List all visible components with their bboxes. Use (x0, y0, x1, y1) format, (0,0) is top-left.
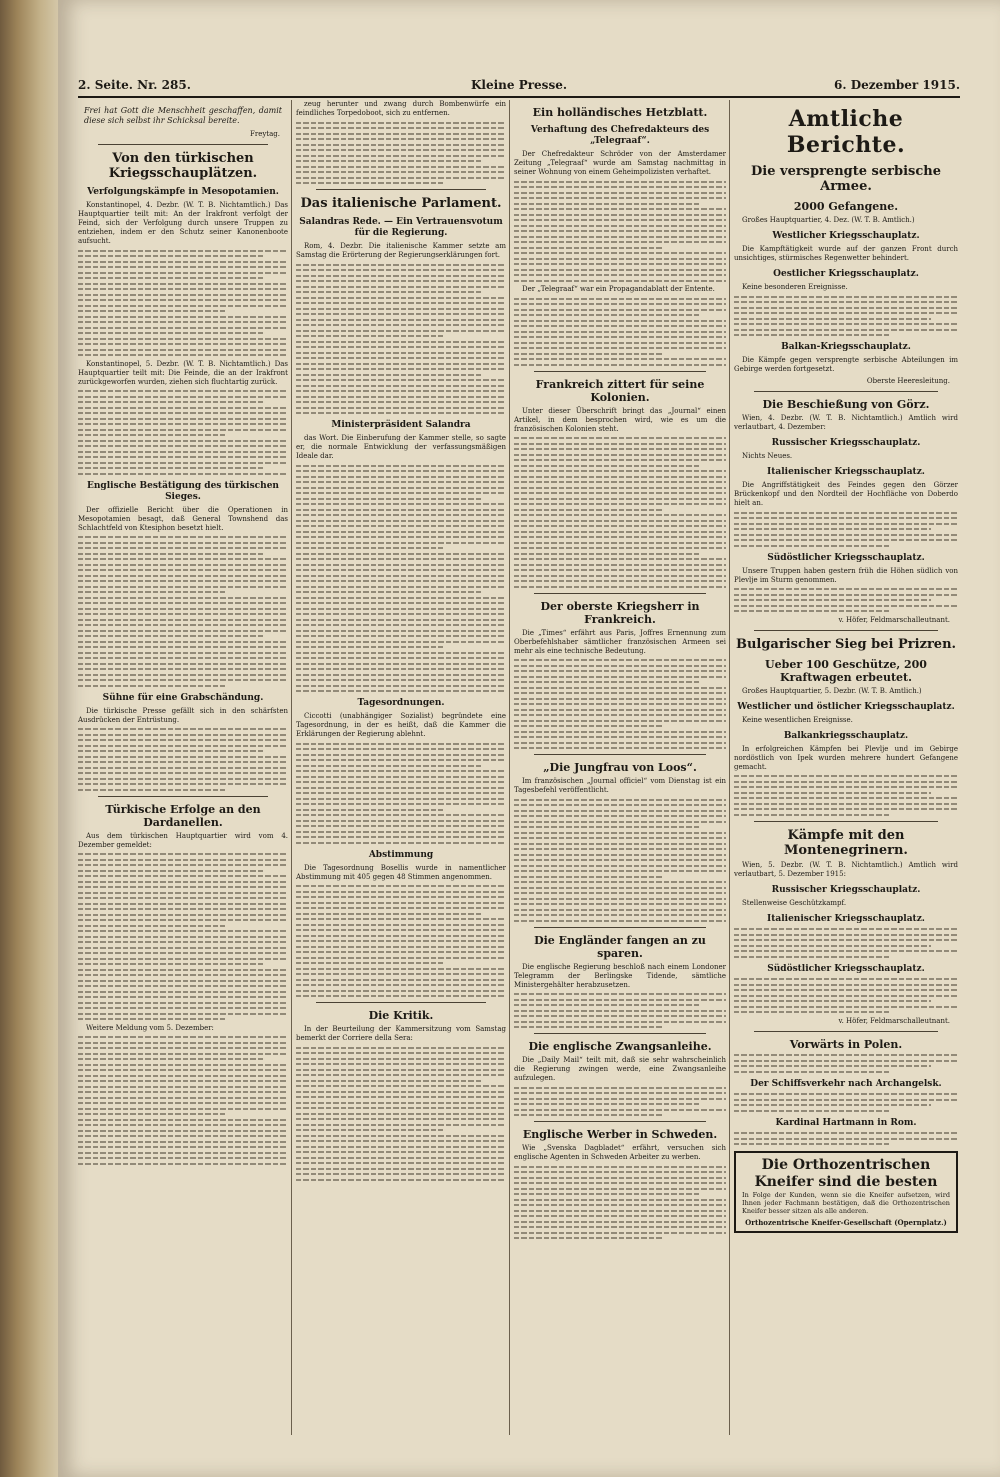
article-paragraph: Ciccotti (unabhängiger Sozialist) begründete eine Tagesordnung, in der es heißt, daß die Kammer die Erklärungen der Regierung ablehnt. (296, 712, 506, 738)
text-filler (734, 775, 958, 816)
article-subheadline: 2000 Gefangene. (793, 200, 899, 213)
column-3 (514, 100, 726, 1435)
section-subheadline: Westlicher und östlicher Kriegsschauplatz. (737, 701, 955, 712)
article-paragraph: In erfolgreichen Kämpfen bei Plevlje und im Gebirge nordöstlich von Ipek wurden mehrere hundert Gefangene gemacht. (734, 744, 958, 771)
column-rule (509, 100, 510, 1435)
text-filler (734, 1093, 958, 1112)
text-filler (296, 465, 506, 693)
text-filler (514, 1166, 726, 1240)
article-paragraph: Die Angriffstätigkeit des Feindes gegen den Görzer Brückenkopf und den Nordteil der Hochfläche von Doberdo hielt an. (734, 481, 958, 507)
article-paragraph: zeug herunter und zwang durch Bombenwürfe ein feindliches Torpedoboot, sich zu entfernen. (296, 100, 506, 117)
dateline: Wien, 5. Dezbr. (W. T. B. Nichtamtlich.) Amtlich wird verlautbart, 5. Dezember 1915: (734, 860, 958, 878)
article-subheadline: Sühne für eine Grabschändung. (102, 692, 264, 703)
article-paragraph: Aus dem türkischen Hauptquartier wird vom 4. Dezember gemeldet: (78, 831, 288, 849)
article-headline: Türkische Erfolge an den Dardanellen. (105, 802, 261, 829)
section-subheadline: Italienischer Kriegsschauplatz. (767, 913, 925, 924)
article-headline: Die Kritik. (368, 1009, 434, 1022)
article-subheadline: Englische Bestätigung des türkischen Sieges. (87, 480, 279, 502)
ad-title: Die Orthozentrischen Kneifer sind die besten (754, 1157, 938, 1190)
article-subheadline: Ueber 100 Geschütze, 200 Kraftwagen erbeutet. (765, 657, 927, 684)
article-headline: Kämpfe mit den Montenegrinern. (784, 827, 908, 858)
text-filler (296, 743, 506, 844)
signature: Oberste Heeresleitung. (866, 377, 950, 385)
ad-text: In Folge der Kunden, wenn sie die Kneifer aufsetzen, wird Ihnen jeder Fachmann bestätigen, daß die Orthozentrischen Kneifer besser sitzen als alle anderen. (742, 1191, 950, 1215)
dateline: Großes Hauptquartier, 5. Dezbr. (W. T. B. Amtlich.) (742, 686, 922, 695)
article-headline: Das italienische Parlament. (300, 196, 502, 211)
article-paragraph: Die Tagesordnung Bosellis wurde in namentlicher Abstimmung mit 405 gegen 48 Stimmen angenommen. (296, 863, 506, 881)
article-paragraph: Die Kämpfe gegen versprengte serbische Abteilungen im Gebirge werden fortgesetzt. (734, 356, 958, 373)
text-filler (734, 296, 958, 337)
text-filler (514, 1087, 726, 1117)
article-paragraph: Die türkische Presse gefällt sich in den schärfsten Ausdrücken der Entrüstung. (78, 706, 288, 724)
text-filler (734, 588, 958, 612)
article-headline: „Die Jungfrau von Loos“. (543, 761, 697, 774)
section-subheadline: Oestlicher Kriegsschauplatz. (773, 269, 919, 279)
article-headline: Der oberste Kriegsherr in Frankreich. (540, 599, 700, 626)
article-headline: Englische Werber in Schweden. (522, 1128, 718, 1141)
text-filler (514, 799, 726, 922)
article-paragraph: Stellenweise Geschützkampf. (742, 898, 847, 907)
article-subheadline: Tagesordnungen. (357, 698, 445, 708)
article-paragraph: Unter dieser Überschrift bringt das „Journal“ einen Artikel, in dem besprochen wird, wie es um die französischen Kolonien steht. (514, 406, 726, 433)
section-subheadline: Russischer Kriegsschauplatz. (771, 438, 921, 448)
article-headline: Die englische Zwangsanleihe. (528, 1040, 712, 1053)
text-filler (296, 264, 506, 415)
article-subheadline: Abstimmung (368, 849, 434, 860)
article-paragraph: Weitere Meldung vom 5. Dezember: (86, 1023, 214, 1032)
column-2 (296, 100, 506, 1435)
text-filler (514, 298, 726, 366)
newspaper-title: Kleine Presse. (470, 78, 568, 92)
advertisement (734, 1151, 958, 1233)
text-filler (514, 181, 726, 282)
section-subheadline: Balkankriegsschauplatz. (783, 730, 909, 741)
text-filler (734, 512, 958, 547)
section-subheadline: Russischer Kriegsschauplatz. (771, 884, 921, 895)
text-filler (734, 1132, 958, 1145)
article-paragraph: Konstantinopel, 4. Dezbr. (W. T. B. Nichtamtlich.) Das Hauptquartier teilt mit: An der Irakfront verfolgt der Feind, sich der Verfolgung durch unsere Truppen zu entziehen, indem er den Schutz seiner Kanonenboote aufsucht. (78, 201, 288, 245)
article-paragraph: Unsere Truppen haben gestern früh die Höhen südlich von Plevlje im Sturm genommen. (734, 566, 958, 584)
article-headline: Die versprengte serbische Armee. (751, 164, 941, 194)
article-paragraph: Der offizielle Bericht über die Operationen in Mesopotamien besagt, daß General Townshend das Schlachtfeld von Ktesiphon besetzt hielt. (78, 505, 288, 532)
article-headline: Ein holländisches Hetzblatt. (532, 106, 708, 119)
text-filler (78, 536, 288, 687)
motto-source: Freytag. (250, 130, 280, 138)
section-subheadline: Südöstlicher Kriegsschauplatz. (767, 552, 925, 563)
article-subheadline: Verfolgungskämpfe in Mesopotamien. (87, 187, 279, 197)
article-headline: Der Schiffsverkehr nach Archangelsk. (750, 1078, 942, 1089)
article-headline: Vorwärts in Polen. (789, 1037, 903, 1051)
signature: v. Höfer, Feldmarschalleutnant. (838, 1016, 950, 1025)
article-paragraph: Wie „Svenska Dagbladet“ erfährt, versuchen sich englische Agenten in Schweden Arbeiter zu werben. (514, 1144, 726, 1161)
column-rule (729, 100, 730, 1435)
article-paragraph: Keine besonderen Ereignisse. (742, 283, 848, 291)
article-subheadline: Salandras Rede. — Ein Vertrauensvotum für die Regierung. (299, 217, 503, 238)
text-filler (734, 928, 958, 958)
section-headline: Amtliche Berichte. (786, 106, 906, 158)
article-paragraph: Der Chefredakteur Schröder von der Amsterdamer Zeitung „Telegraaf“ wurde am Samstag nachmittag in seiner Wohnung von einem Geheimpolizisten verhaftet. (514, 150, 726, 176)
text-filler (734, 1054, 958, 1073)
dateline: Wien, 4. Dezbr. (W. T. B. Nichtamtlich.) Amtlich wird verlautbart, 4. Dezember: (734, 414, 958, 431)
motto: Frei hat Gott die Menschheit geschaffen, damit diese sich selbst ihr Schicksal bereite. (84, 106, 282, 125)
article-paragraph: Die englische Regierung beschloß nach einem Londoner Telegramm der Berlingske Tidende, sämtliche Ministergehälter herabzusetzen. (514, 962, 726, 989)
text-filler (514, 437, 726, 588)
article-paragraph: Rom, 4. Dezbr. Die italienische Kammer setzte am Samstag die Erörterung der Regierungserklärungen fort. (296, 242, 506, 259)
text-filler (734, 978, 958, 1013)
article-headline: Frankreich zittert für seine Kolonien. (535, 377, 705, 404)
article-subheadline: Verhaftung des Chefredakteurs des „Telegraaf“. (530, 125, 710, 146)
section-subheadline: Balkan-Kriegsschauplatz. (781, 342, 911, 352)
article-paragraph: das Wort. Die Einberufung der Kammer stelle, so sagte er, die normale Entwicklung der verfassungsmäßigen Ideale dar. (296, 434, 506, 460)
text-filler (514, 659, 726, 749)
column-4 (734, 100, 958, 1435)
section-subheadline: Südöstlicher Kriegsschauplatz. (767, 963, 925, 974)
column-rule (291, 100, 292, 1435)
article-paragraph: In der Beurteilung der Kammersitzung vom Samstag bemerkt der Corriere della Sera: (296, 1025, 506, 1042)
text-filler (78, 728, 288, 791)
article-headline: Die Beschießung von Görz. (762, 398, 930, 411)
text-filler (78, 1036, 288, 1165)
page-number: 2. Seite. Nr. 285. (78, 78, 191, 92)
article-headline: Bulgarischer Sieg bei Prizren. (735, 636, 957, 652)
article-paragraph: Konstantinopel, 5. Dezbr. (W. T. B. Nichtamtlich.) Das Hauptquartier teilt mit: Die Feinde, die an der Irakfront zurückgeworfen wurden, ziehen sich fluchtartig zurück. (78, 359, 288, 386)
section-subheadline: Italienischer Kriegsschauplatz. (767, 467, 925, 477)
text-filler (296, 1047, 506, 1181)
issue-date: 6. Dezember 1915. (834, 78, 960, 92)
section-subheadline: Westlicher Kriegsschauplatz. (772, 231, 920, 241)
article-paragraph: Die „Times“ erfährt aus Paris, Joffres Ernennung zum Oberbefehlshaber sämtlicher französischen Armeen sei mehr als eine technische Bedeutung. (514, 628, 726, 655)
article-headline: Kardinal Hartmann in Rom. (775, 1117, 917, 1128)
text-filler (296, 122, 506, 185)
text-filler (78, 250, 288, 357)
article-subheadline: Ministerpräsident Salandra (331, 420, 471, 430)
article-paragraph: Die „Daily Mail“ teilt mit, daß sie sehr wahrscheinlich die Regierung zwingen werde, eine Zwangsanleihe aufzulegen. (514, 1056, 726, 1082)
article-paragraph: Im französischen „Journal officiel“ vom Dienstag ist ein Tagesbefehl veröffentlicht. (514, 777, 726, 794)
dateline: Großes Hauptquartier, 4. Dez. (W. T. B. Amtlich.) (742, 216, 915, 224)
article-headline: Die Engländer fangen an zu sparen. (534, 933, 706, 960)
column-1 (78, 100, 288, 1435)
article-paragraph: Die Kampftätigkeit wurde auf der ganzen Front durch unsichtiges, stürmisches Regenwetter behindert. (734, 245, 958, 262)
signature: v. Höfer, Feldmarschalleutnant. (838, 615, 950, 624)
article-paragraph: Keine wesentlichen Ereignisse. (742, 715, 853, 724)
text-filler (296, 885, 506, 997)
newspaper-page (58, 0, 1000, 1477)
text-filler (514, 993, 726, 1028)
article-paragraph: Der „Telegraaf“ war ein Propagandablatt der Entente. (522, 285, 715, 293)
text-filler (78, 853, 288, 1020)
page-header (78, 78, 960, 98)
text-filler (78, 390, 288, 475)
article-headline: Von den türkischen Kriegsschauplätzen. (108, 151, 258, 181)
book-binding (0, 0, 58, 1477)
article-paragraph: Nichts Neues. (742, 452, 793, 460)
ad-company: Orthozentrische Kneifer-Gesellschaft (Opernplatz.) (745, 1218, 947, 1227)
